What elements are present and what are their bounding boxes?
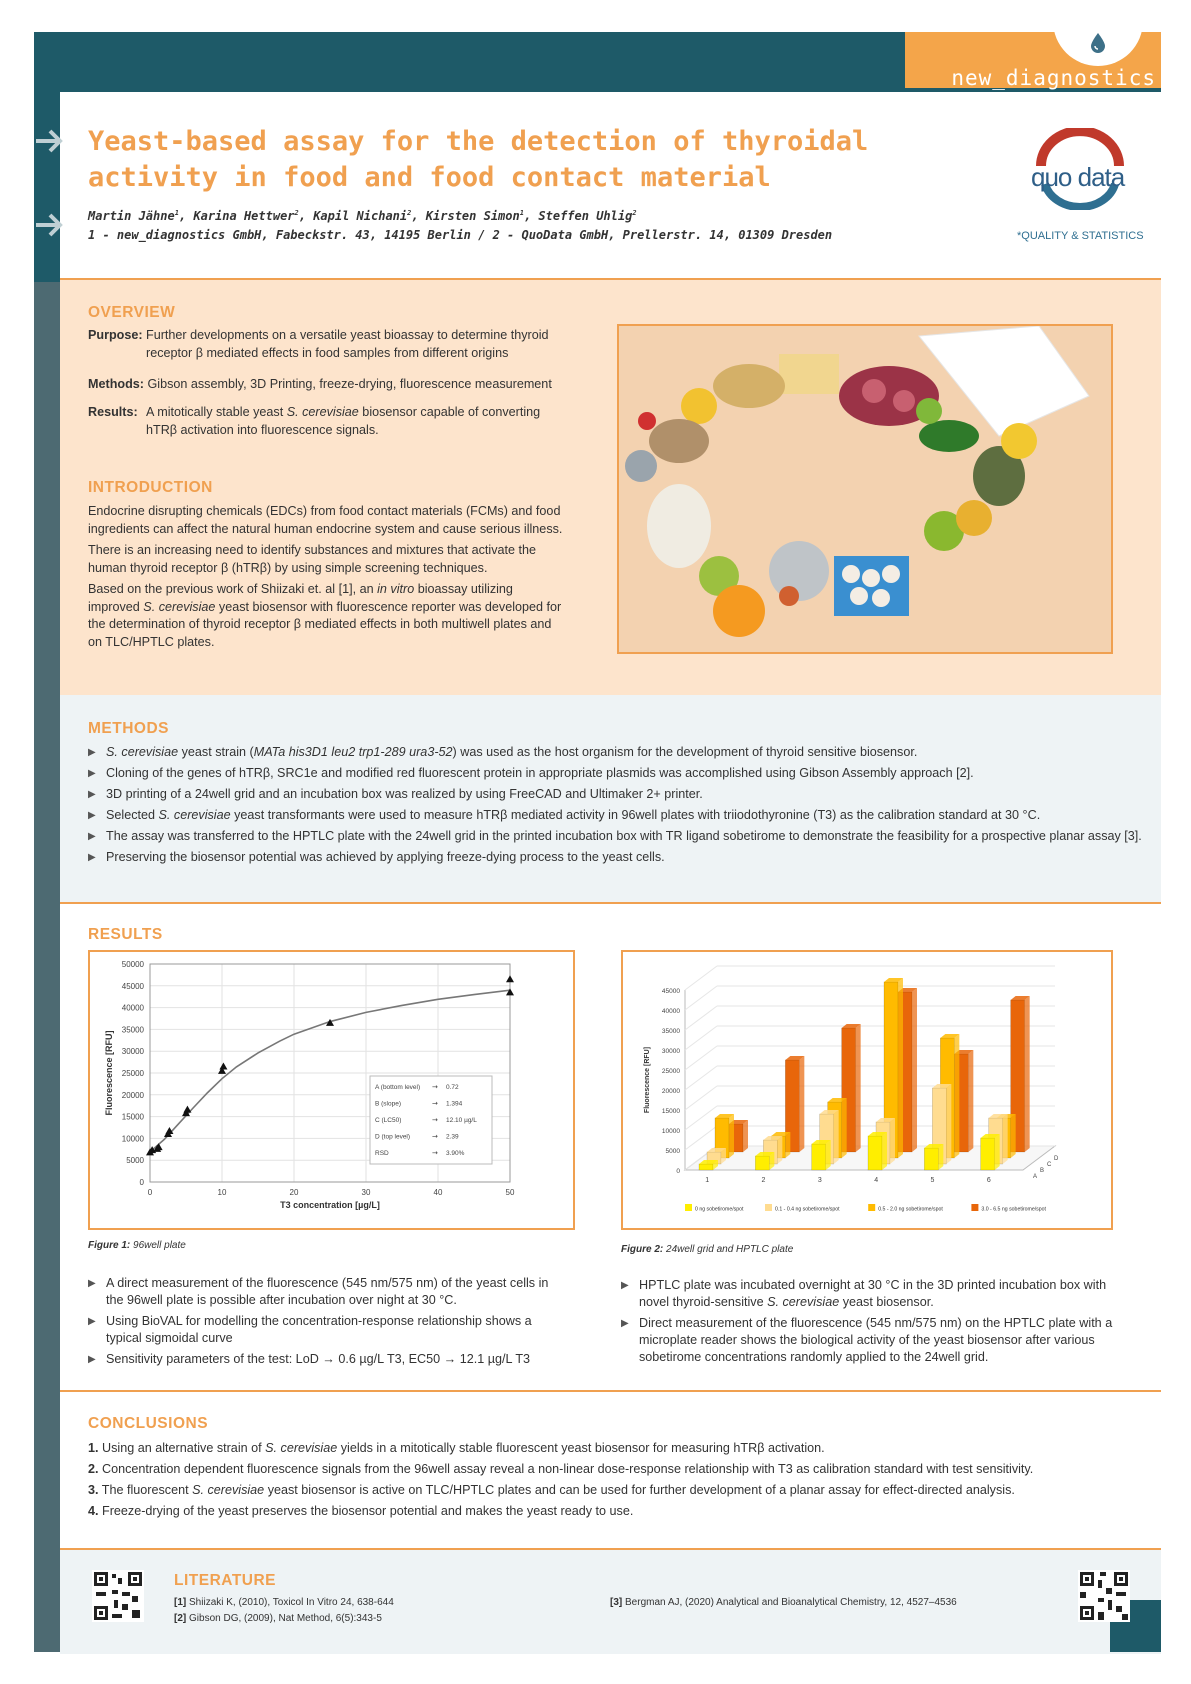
literature-ref: [2] Gibson DG, (2009), Nat Method, 6(5):343-5	[174, 1613, 382, 1624]
conclusions-title: CONCLUSIONS	[88, 1415, 209, 1432]
legend-label: 0.1 - 0.4 ng sobetirome/spot	[775, 1206, 840, 1213]
figure-2-frame	[621, 950, 1113, 1230]
bar-side	[842, 1098, 847, 1158]
methods-text: Gibson assembly, 3D Printing, freeze-drying, fluorescence measurement	[147, 377, 552, 391]
arrow-icon: →	[432, 1149, 438, 1157]
arrow-icon: →	[432, 1099, 438, 1108]
fluorescence-curve-chart	[90, 952, 573, 1228]
conclusion-item: 1. Using an alternative strain of S. cerevisiae yields in a mitotically stable fluorescent yeast biosensor for measuring hTRβ activation.	[88, 1441, 825, 1455]
y-tick-label: 35000	[121, 1025, 144, 1035]
bar-side	[834, 1110, 839, 1164]
overview-purpose	[88, 327, 568, 362]
results-item: ▶ A direct measurement of the fluorescence (545 nm/575 nm) of the yeast cells in the 96well plate is possible after incubation over night at 30 °C.	[88, 1275, 568, 1309]
parameter-value: 2.39	[446, 1133, 459, 1141]
bar-side	[729, 1114, 734, 1158]
bar-side	[743, 1120, 748, 1152]
methods-item: ▶ 3D printing of a 24well grid and an incubation box was realized by using FreeCAD and Ultimaker 2+ printer.	[88, 786, 1148, 803]
x-tick-label: 10	[217, 1188, 227, 1197]
arrow-icon	[34, 212, 66, 243]
y-axis-label: Fluorescence [RFU]	[644, 1046, 651, 1114]
y-tick-label: 15000	[661, 1108, 680, 1115]
results-left-list	[88, 1275, 568, 1372]
parameter-label: B (slope)	[375, 1100, 402, 1108]
gridline	[685, 1006, 717, 1030]
y-tick-label: 40000	[121, 1003, 144, 1013]
figure-1-frame	[88, 950, 575, 1230]
title-line-1: Yeast-based assay for the detection of thyroidal	[88, 126, 869, 157]
purpose-text: Further developments on a versatile yeast bioassay to determine thyroid receptor β mediated effects in food samples from different origins	[146, 328, 549, 360]
title-line-2: activity in food and food contact material	[88, 162, 771, 193]
parameter-label: D (top level)	[375, 1133, 411, 1141]
data-point	[506, 988, 514, 995]
gridline	[685, 986, 717, 1010]
x-axis-label: T3 concentration [µg/L]	[280, 1200, 380, 1210]
bar-side	[785, 1132, 790, 1158]
author-name: Martin Jähne	[88, 209, 175, 223]
parameter-label: A (bottom level)	[375, 1084, 421, 1091]
parameter-label: RSD	[375, 1150, 389, 1157]
bar	[868, 1136, 882, 1170]
x-tick-label: 6	[986, 1177, 991, 1184]
legend-label: 0 ng sobetirome/spot	[695, 1206, 744, 1213]
methods-label: Methods:	[88, 377, 144, 391]
gridline	[685, 1086, 717, 1110]
purpose-label: Purpose:	[88, 328, 143, 342]
results-right-list	[621, 1277, 1121, 1370]
arrow-icon: →	[432, 1083, 438, 1091]
author-affiliation-mark: 2	[294, 209, 299, 217]
y-tick-label: 30000	[121, 1047, 144, 1057]
x-tick-label: 0	[147, 1188, 153, 1197]
bar	[981, 1138, 995, 1170]
intro-paragraph-2: There is an increasing need to identify substances and mixtures that activate the human thyroid receptor β (hTRβ) by using simple screening techniques.	[88, 543, 537, 575]
drop-icon	[1089, 32, 1107, 59]
legend-label: 0.5 - 2.0 ng sobetirome/spot	[878, 1206, 943, 1213]
methods-list	[88, 744, 1148, 870]
y-tick-label: 35000	[661, 1028, 680, 1035]
author-affiliation-mark: 2	[632, 209, 637, 217]
author-list: Martin Jähne$^1$, Karina Hettwer$^2$, Kapil Nichani$^2$, Kirsten Simon$^1$, Steffen Uhlig$^2$	[88, 209, 637, 223]
figure-1-caption: Figure 1: 96well plate	[88, 1240, 186, 1251]
bar-side	[777, 1136, 782, 1164]
depth-label: A	[1033, 1174, 1038, 1180]
y-axis-label: Fluorescence [RFU]	[104, 1030, 114, 1116]
y-tick-label: 25000	[661, 1068, 680, 1075]
bar-side	[946, 1084, 951, 1164]
gridline	[685, 1066, 717, 1090]
results-text-end: biosensor capable of converting hTRβ activation into fluorescence signals.	[146, 405, 541, 437]
depth-label: B	[1040, 1168, 1045, 1174]
results-label: Results:	[88, 405, 138, 419]
x-tick-label: 20	[289, 1188, 299, 1197]
author-name: Kapil Nichani	[313, 209, 408, 223]
bar-side	[890, 1118, 895, 1164]
legend-swatch	[971, 1204, 978, 1211]
methods-item: ▶ Selected S. cerevisiae yeast transformants were used to measure hTRβ mediated activity in 96well plates with triiodothyronine (T3) as the calibration standard at 30 °C.	[88, 807, 1148, 824]
results-title: RESULTS	[88, 926, 163, 943]
parameter-value: 0.72	[446, 1084, 459, 1091]
y-tick-label: 10000	[661, 1128, 680, 1135]
x-tick-label: 3	[817, 1177, 822, 1184]
parameter-label: C (LC50)	[375, 1117, 402, 1124]
results-text: A mitotically stable yeast	[146, 405, 287, 419]
bar	[924, 1148, 938, 1170]
methods-item: ▶ Cloning of the genes of hTRβ, SRC1e and modified red fluorescent protein in appropriate plasmids was accomplished using Gibson Assembly approach [2].	[88, 765, 1148, 782]
conclusion-item: 2. Concentration dependent fluorescence signals from the 96well assay reveal a non-linear dose-response relationship with T3 as calibration standard with test sensitivity.	[88, 1462, 1034, 1476]
y-tick-label: 5000	[126, 1156, 144, 1166]
bar-side	[826, 1140, 831, 1170]
literature-title: LITERATURE	[174, 1572, 277, 1589]
bar	[812, 1144, 826, 1170]
y-tick-label: 30000	[661, 1048, 680, 1055]
author-affiliation-mark: 1	[519, 209, 524, 217]
parameter-value: 3.90%	[446, 1150, 465, 1157]
y-tick-label: 0	[139, 1178, 144, 1187]
arrow-icon: →	[432, 1132, 438, 1141]
results-species: S. cerevisiae	[286, 405, 359, 419]
depth-label: C	[1047, 1162, 1052, 1168]
intro-paragraph-3: Based on the previous work of Shiizaki et. al [1], an in vitro bioassay utilizing improved S. cerevisiae yeast biosensor with fluorescence reporter was developed for the determination of thyroid receptor β mediated effects in both multiwell plates and on TLC/HPTLC plates.	[88, 582, 562, 649]
bar-side	[968, 1050, 973, 1152]
food-photo	[617, 324, 1113, 654]
legend-swatch	[685, 1204, 692, 1211]
gridline	[685, 966, 717, 990]
y-tick-label: 10000	[121, 1134, 144, 1144]
results-item: ▶ HPTLC plate was incubated overnight at 30 °C in the 3D printed incubation box with novel thyroid-sensitive S. cerevisiae yeast biosensor.	[621, 1277, 1121, 1311]
x-tick-label: 5	[930, 1177, 935, 1184]
y-tick-label: 45000	[121, 981, 144, 991]
brand-name: new_diagnostics	[951, 66, 1156, 90]
legend-label: 3.0 - 6.5 ng sobetirome/spot	[981, 1206, 1046, 1213]
x-tick-label: 1	[705, 1177, 710, 1184]
conclusion-item: 4. Freeze-drying of the yeast preserves the biosensor potential and makes the yeast ready to use.	[88, 1504, 634, 1518]
y-tick-label: 50000	[121, 960, 144, 969]
author-name: Kirsten Simon	[425, 209, 520, 223]
overview-results	[88, 404, 568, 439]
x-tick-label: 30	[361, 1188, 371, 1197]
y-tick-label: 40000	[661, 1008, 680, 1015]
legend-swatch	[765, 1204, 772, 1211]
introduction-title: INTRODUCTION	[88, 479, 213, 496]
data-point	[506, 975, 514, 982]
bar-side	[856, 1024, 861, 1152]
gridline	[685, 1046, 717, 1070]
x-tick-label: 40	[433, 1188, 443, 1197]
literature-ref: [1] Shiizaki K, (2010), Toxicol In Vitro 24, 638-644	[174, 1597, 394, 1608]
x-tick-label: 2	[761, 1177, 766, 1184]
bar-side	[1003, 1114, 1008, 1164]
bar-side	[882, 1132, 887, 1170]
intro-paragraph-1: Endocrine disrupting chemicals (EDCs) from food contact materials (FCMs) and food ingredients can affect the natural human endocrine system and cause serious illness.	[88, 504, 563, 536]
bar-side	[898, 978, 903, 1158]
introduction-body	[88, 503, 568, 651]
y-tick-label: 20000	[121, 1090, 144, 1100]
quodata-logo-text: quo data	[1031, 162, 1125, 192]
gridline	[685, 1026, 717, 1050]
author-name: Steffen Uhlig	[538, 209, 633, 223]
bar	[699, 1164, 713, 1170]
y-tick-label: 45000	[661, 988, 680, 995]
author-affiliation-mark: 1	[174, 209, 179, 217]
author-name: Karina Hettwer	[193, 209, 295, 223]
quodata-tagline: *QUALITY & STATISTICS	[1017, 230, 1144, 242]
depth-label: D	[1054, 1156, 1059, 1162]
results-item: ▶ Using BioVAL for modelling the concentration-response relationship shows a typical sigmoidal curve	[88, 1313, 568, 1347]
gridline	[685, 1106, 717, 1130]
bar-side	[1011, 1114, 1016, 1158]
author-affiliation-mark: 2	[407, 209, 412, 217]
poster-title	[88, 124, 868, 196]
methods-item: ▶ S. cerevisiae yeast strain (MATa his3D1 leu2 trp1-289 ura3-52) was used as the host organism for the development of thyroid sensitive biosensor.	[88, 744, 1148, 761]
legend-swatch	[868, 1204, 875, 1211]
overview-title: OVERVIEW	[88, 304, 176, 321]
gridline	[685, 1126, 717, 1150]
x-tick-label: 50	[505, 1188, 515, 1197]
quodata-logo	[1017, 128, 1144, 242]
y-tick-label: 25000	[121, 1069, 144, 1078]
qr-code-icon	[1078, 1570, 1130, 1627]
results-item: ▶ Sensitivity parameters of the test: LoD → 0.6 µg/L T3, EC50 → 12.1 µg/L T3	[88, 1351, 568, 1368]
bar-side	[1025, 996, 1030, 1152]
bar-side	[938, 1144, 943, 1170]
methods-title: METHODS	[88, 720, 169, 737]
conclusions-divider	[60, 1390, 1161, 1392]
conclusions-list	[88, 1439, 1148, 1523]
affiliations: 1 - new_diagnostics GmbH, Fabeckstr. 43, 14195 Berlin / 2 - QuoData GmbH, Prellerstr. 14, 01309 Dresden	[88, 228, 833, 242]
bar-side	[912, 988, 917, 1152]
methods-item: ▶ Preserving the biosensor potential was achieved by applying freeze-dying process to the yeast cells.	[88, 849, 1148, 866]
figure-2-caption: Figure 2: 24well grid and HPTLC plate	[621, 1244, 794, 1255]
overview-methods	[88, 376, 608, 394]
methods-item: ▶ The assay was transferred to the HPTLC plate with the 24well grid in the printed incubation box with TR ligand sobetirome to demonstrate the feasibility for a prospective planar assay [3].	[88, 828, 1148, 845]
bar-side	[995, 1134, 1000, 1170]
left-header-block	[34, 92, 60, 282]
bar	[755, 1156, 769, 1170]
conclusion-item: 3. The fluorescent S. cerevisiae yeast biosensor is active on TLC/HPTLC plates and can be used for further development of a planar assay for effect-directed analysis.	[88, 1483, 1015, 1497]
literature-ref: [3] Bergman AJ, (2020) Analytical and Bioanalytical Chemistry, 12, 4527–4536	[610, 1597, 957, 1608]
bar-side	[954, 1034, 959, 1158]
y-tick-label: 20000	[661, 1088, 680, 1095]
data-point	[183, 1106, 191, 1113]
results-item: ▶ Direct measurement of the fluorescence (545 nm/575 nm) on the HPTLC plate with a microplate reader shows the biological activity of the yeast biosensor after various sobetirome concentrations randomly applied to the 24well grid.	[621, 1315, 1121, 1366]
x-tick-label: 4	[874, 1177, 879, 1184]
y-tick-label: 0	[676, 1168, 680, 1175]
hptlc-bar-chart	[623, 952, 1111, 1228]
arrow-icon	[34, 128, 66, 159]
qr-code-icon	[92, 1570, 144, 1627]
parameter-value: 12.10 µg/L	[446, 1117, 477, 1124]
data-point	[219, 1062, 227, 1069]
arrow-icon: →	[432, 1116, 438, 1124]
y-tick-label: 15000	[121, 1112, 144, 1122]
bar-side	[799, 1056, 804, 1152]
parameter-value: 1.394	[446, 1100, 463, 1108]
y-tick-label: 5000	[665, 1148, 680, 1155]
